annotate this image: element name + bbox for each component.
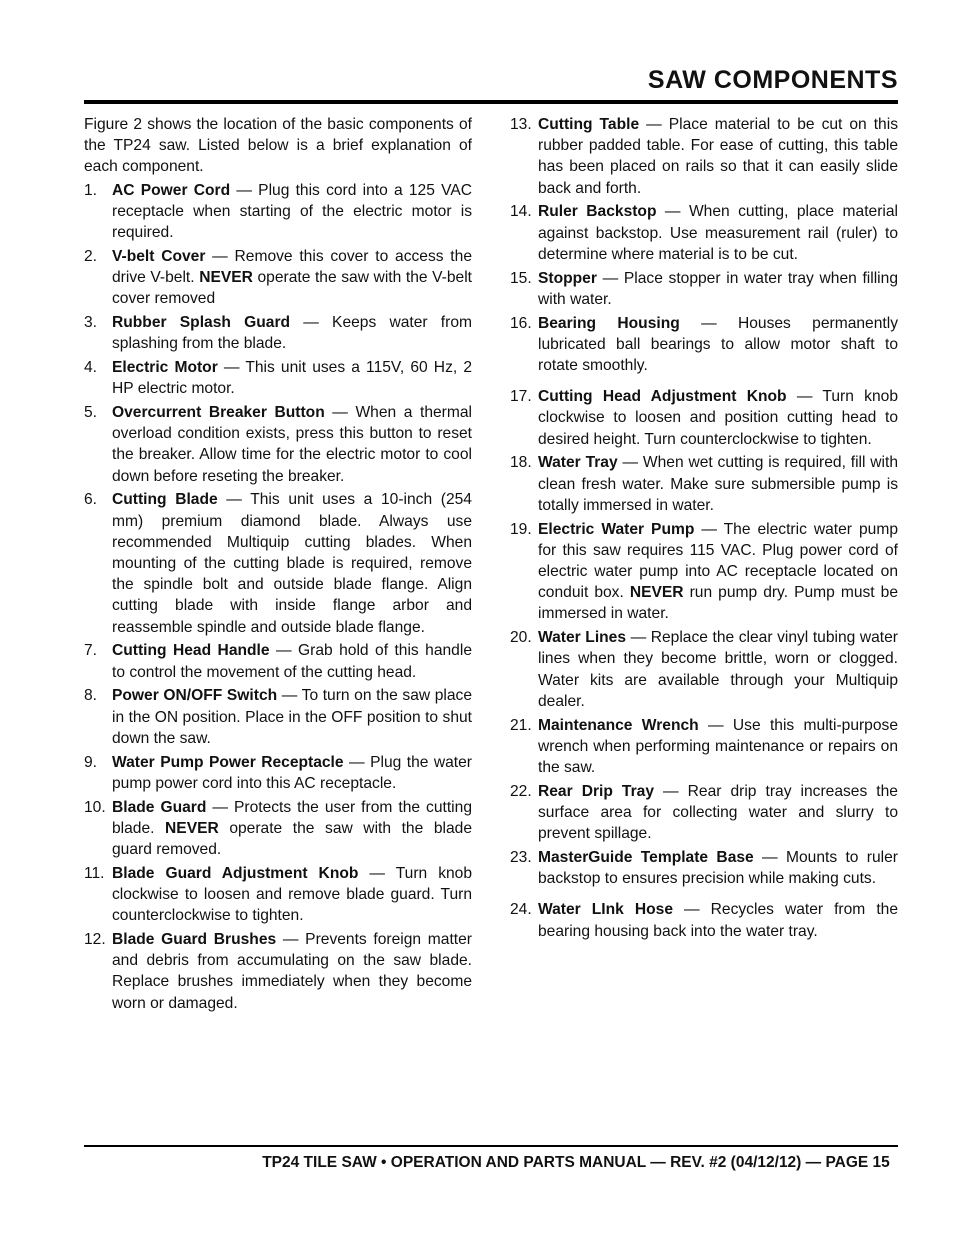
- item-body: [538, 268, 898, 310]
- list-item: [510, 201, 898, 265]
- item-description: — Place stopper in water tray when filling with water.: [538, 269, 898, 308]
- item-description: — Replace the clear vinyl tubing water lines when they become brittle, worn or clogged. Water kits are available through your Multiquip dealer.: [538, 629, 898, 710]
- item-number: 16.: [510, 314, 532, 332]
- item-description: — When a thermal overload condition exists, press this button to reset the breaker. Allow time for the electric motor to cool down before reseting the breaker.: [112, 404, 472, 485]
- item-body: [538, 627, 898, 712]
- list-item: [510, 715, 898, 779]
- list-item: [510, 847, 898, 889]
- item-number: 10.: [84, 798, 106, 816]
- item-body: [112, 489, 472, 637]
- item-body: [112, 402, 472, 487]
- item-body: [538, 899, 898, 941]
- item-number: 13.: [510, 116, 532, 133]
- item-body: [112, 752, 472, 794]
- item-term: AC Power Cord: [112, 181, 231, 199]
- item-description: — Rear drip tray increases the surface area for collecting water and slurry to prevent spillage.: [538, 782, 898, 843]
- item-warning: NEVER: [199, 269, 253, 287]
- item-description: — Plug the water pump power cord into this AC receptacle.: [112, 753, 473, 792]
- item-description: — This unit uses a 10-inch (254 mm) premium diamond blade. Always use recommended Multiquip cutting blades. When mounting of the cutting blade is required, remove the spindle bolt and outside blade flange. Align cutting blade with inside flange arbor and reassemble spindle and outside blade flange.: [112, 491, 472, 636]
- item-body: [112, 929, 472, 1014]
- right-column: [510, 114, 898, 944]
- item-body: [538, 715, 898, 779]
- item-term: Blade Guard: [112, 798, 207, 816]
- item-number: 15.: [510, 269, 532, 287]
- component-list-left: [84, 180, 472, 1014]
- item-body: [538, 114, 898, 199]
- item-body: [538, 452, 898, 516]
- item-body: [538, 201, 898, 265]
- item-term: Ruler Backstop: [538, 203, 657, 221]
- item-description: — Turn knob clockwise to loosen and remove blade guard. Turn counterclockwise to tighten.: [112, 864, 473, 925]
- footer-rule: [84, 1145, 898, 1147]
- item-number: 7.: [84, 642, 98, 660]
- item-number: 5.: [84, 404, 98, 422]
- item-description: — Mounts to ruler backstop to ensures precision while making cuts.: [538, 849, 898, 888]
- item-number: 8.: [84, 687, 98, 705]
- item-term: Cutting Head Adjustment Knob: [538, 388, 787, 406]
- item-number: 11.: [84, 864, 105, 882]
- item-number: 20.: [510, 629, 532, 647]
- item-description: — Houses permanently lubricated ball bearings to allow motor shaft to rotate smoothly.: [538, 314, 898, 375]
- item-term: Electric Motor: [112, 359, 218, 377]
- intro-paragraph: Figure 2 shows the location of the basic components of the TP24 saw. Listed below is a brief explanation of each component.: [84, 116, 472, 176]
- list-item: [84, 312, 472, 354]
- item-description: — Prevents foreign matter and debris from accumulating on the saw blade. Replace brushes immediately when they become worn or damaged.: [112, 931, 472, 1012]
- page-title: SAW COMPONENTS: [647, 66, 898, 94]
- list-item: [510, 386, 898, 450]
- item-term: Rear Drip Tray: [538, 782, 654, 800]
- item-term: Maintenance Wrench: [538, 716, 699, 734]
- item-term: V-belt Cover: [112, 247, 206, 265]
- list-item: [84, 685, 472, 749]
- item-body: [112, 357, 472, 399]
- item-number: 18.: [510, 454, 532, 472]
- item-warning: NEVER: [165, 819, 219, 837]
- item-number: 23.: [510, 849, 532, 867]
- item-term: Cutting Head Handle: [112, 642, 270, 660]
- list-item: [510, 781, 898, 845]
- list-item: [84, 640, 472, 682]
- list-item: [84, 752, 472, 794]
- item-description: — Place material to be cut on this rubber padded table. For ease of cutting, this table has been placed on rails so that it can easily slide back and forth.: [538, 116, 898, 197]
- item-number: 19.: [510, 520, 532, 538]
- list-item: [510, 452, 898, 516]
- item-number: 17.: [510, 388, 532, 406]
- item-description: — Use this multi-purpose wrench when performing maintenance or repairs on the saw.: [538, 716, 898, 777]
- item-body: [112, 246, 472, 310]
- header-rule: [84, 100, 898, 104]
- item-description-cont: run pump dry. Pump must be immersed in water.: [538, 584, 898, 623]
- item-number: 6.: [84, 491, 98, 509]
- item-term: MasterGuide Template Base: [538, 849, 754, 867]
- item-term: Water LInk Hose: [538, 901, 673, 919]
- item-term: Blade Guard Adjustment Knob: [112, 864, 359, 882]
- item-description: — This unit uses a 115V, 60 Hz, 2 HP electric motor.: [112, 359, 472, 398]
- item-warning: NEVER: [629, 584, 684, 602]
- item-body: [538, 519, 898, 625]
- item-number: 9.: [84, 753, 98, 771]
- list-item: [84, 246, 472, 310]
- item-body: [112, 640, 472, 682]
- item-number: 1.: [84, 181, 98, 199]
- item-body: [112, 863, 472, 927]
- item-description-cont: operate the saw with the blade guard removed.: [112, 819, 472, 859]
- item-description: — Keeps water from splashing from the blade.: [112, 314, 472, 353]
- item-description: — To turn on the saw place in the ON position. Place in the OFF position to shut down the saw.: [112, 687, 473, 747]
- item-description: — Recycles water from the bearing housing back into the water tray.: [538, 901, 898, 940]
- item-description: — Protects the user from the cutting blade.: [112, 798, 472, 837]
- item-term: Cutting Blade: [112, 491, 218, 509]
- item-term: Rubber Splash Guard: [112, 314, 291, 332]
- list-item: [84, 489, 472, 637]
- item-body: [112, 685, 472, 749]
- item-description: — The electric water pump for this saw requires 115 VAC. Plug power cord of electric water pump into AC receptacle located on conduit box.: [538, 520, 898, 602]
- item-term: Electric Water Pump: [538, 520, 695, 538]
- list-item: [84, 863, 472, 927]
- item-number: 3.: [84, 314, 98, 332]
- item-body: [112, 180, 472, 244]
- item-body: [538, 847, 898, 889]
- list-item: [510, 313, 898, 377]
- list-item: [510, 899, 898, 941]
- item-description: — Turn knob clockwise to loosen and position cutting head to desired height. Turn counterclockwise to tighten.: [538, 388, 898, 448]
- page-footer: TP24 TILE SAW • OPERATION AND PARTS MANUAL — REV. #2 (04/12/12) — PAGE 15: [262, 1154, 890, 1171]
- item-description: — Remove this cover to access the drive V-belt.: [112, 247, 472, 287]
- list-item: [84, 402, 472, 487]
- list-item: [510, 519, 898, 625]
- item-term: Blade Guard Brushes: [112, 931, 277, 949]
- item-term: Water Lines: [538, 629, 627, 647]
- item-body: [538, 313, 898, 377]
- item-term: Water Tray: [538, 454, 618, 472]
- component-list-right: [510, 114, 898, 942]
- list-item: [84, 357, 472, 399]
- item-number: 21.: [510, 716, 532, 734]
- item-term: Power ON/OFF Switch: [112, 687, 278, 705]
- item-number: 4.: [84, 359, 98, 377]
- list-item: [510, 114, 898, 199]
- item-description: — When cutting, place material against backstop. Use measurement rail (ruler) to determine where material is to be cut.: [538, 203, 899, 263]
- item-number: 14.: [510, 203, 532, 221]
- item-body: [112, 312, 472, 354]
- item-description-cont: operate the saw with the V-belt cover removed: [112, 269, 473, 308]
- item-term: Overcurrent Breaker Button: [112, 404, 325, 422]
- list-item: [510, 627, 898, 712]
- item-term: Bearing Housing: [538, 314, 680, 332]
- item-number: 22.: [510, 782, 532, 800]
- item-description: — Grab hold of this handle to control the movement of the cutting head.: [112, 642, 472, 681]
- item-term: Stopper: [538, 269, 597, 287]
- item-number: 24.: [510, 901, 532, 919]
- item-description: — When wet cutting is required, fill with clean fresh water. Make sure submersible pump is totally immersed in water.: [538, 454, 899, 514]
- item-term: Cutting Table: [538, 116, 640, 133]
- list-item: [510, 268, 898, 310]
- item-term: Water Pump Power Receptacle: [112, 753, 344, 771]
- item-description: — Plug this cord into a 125 VAC receptacle when starting of the electric motor is required.: [112, 181, 472, 242]
- item-body: [538, 386, 898, 450]
- item-body: [538, 781, 898, 845]
- item-number: 12.: [84, 931, 106, 949]
- list-item: [84, 797, 472, 861]
- list-item: [84, 180, 472, 244]
- item-body: [112, 797, 472, 861]
- item-number: 2.: [84, 247, 98, 265]
- list-item: [84, 929, 472, 1014]
- left-column: [84, 114, 472, 1016]
